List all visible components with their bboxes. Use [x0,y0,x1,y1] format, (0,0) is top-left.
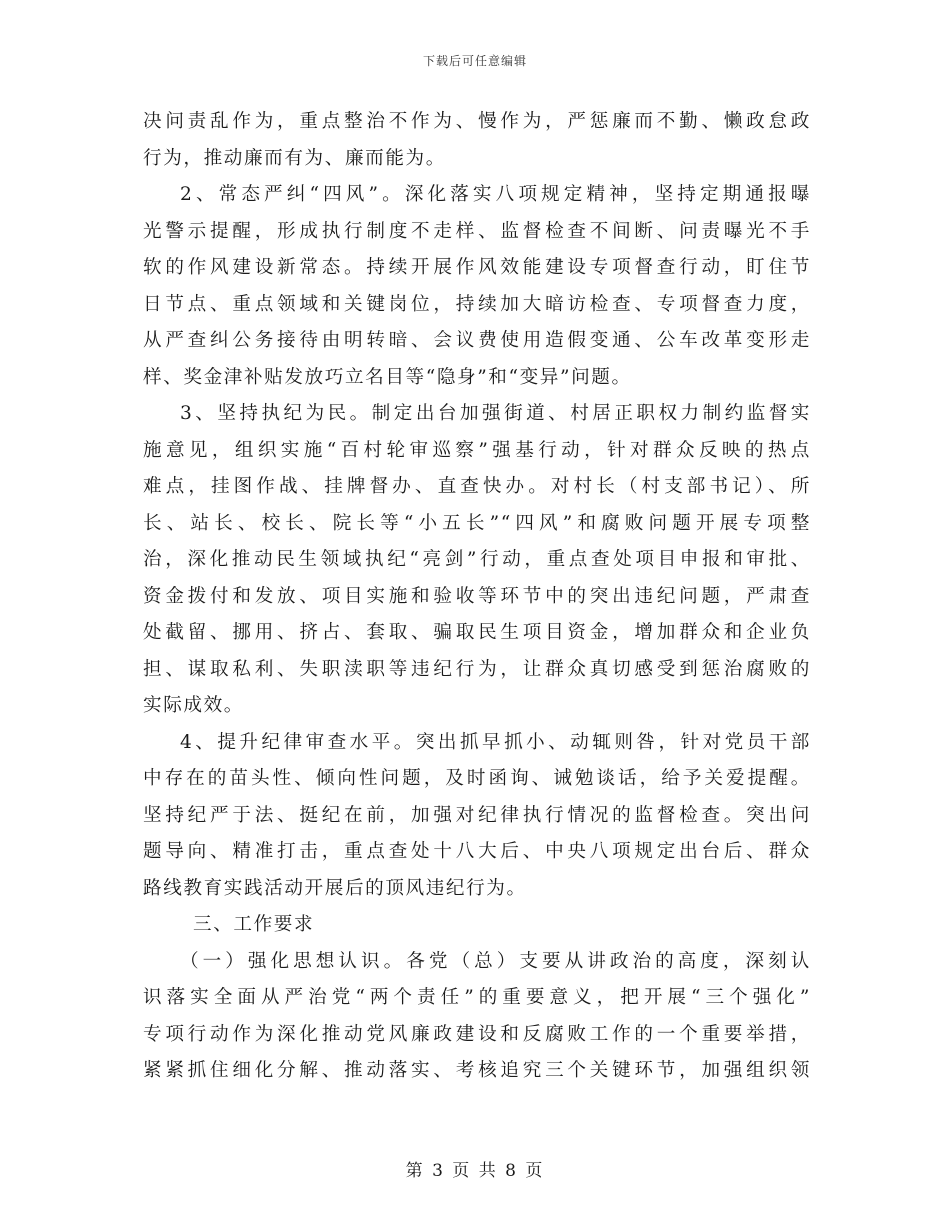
text-line: 施意见，组织实施“百村轮审巡察”强基行动，针对群众反映的热点 [143,439,811,461]
text-line: 长、站长、校长、院长等“小五长”“四风”和腐败问题开展专项整 [143,512,811,534]
page-number: 第 3 页 共 8 页 [405,1161,545,1181]
text-line: 治，深化推动民生领域执纪“亮剑”行动，重点查处项目申报和审批、 [143,549,811,570]
text-line: 难点，挂图作战、挂牌督办、直查快办。对村长（村支部书记）、所 [143,476,811,497]
text-line: （一）强化思想认识。各党（总）支要从讲政治的高度，深刻认 [180,950,811,972]
text-line: 专项行动作为深化推动党风廉政建设和反腐败工作的一个重要举措， [143,1023,811,1045]
header-note: 下载后可任意编辑 [422,54,527,68]
text-line: 2、常态严纠“四风”。深化落实八项规定精神，坚持定期通报曝 [180,184,811,205]
text-line: 紧紧抓住细化分解、推动落实、考核追究三个关键环节，加强组织领 [143,1060,811,1081]
text-line: 识落实全面从严治党“两个责任”的重要意义，把开展“三个强化” [143,987,811,1008]
text-line: 处截留、挪用、挤占、套取、骗取民生项目资金，增加群众和企业负 [143,622,811,643]
text-line: 实际成效。 [143,695,244,716]
text-line: 样、奖金津补贴发放巧立名目等“隐身”和“变异”问题。 [143,366,632,388]
text-line: 日节点、重点领域和关键岗位，持续加大暗访检查、专项督查力度， [143,293,811,315]
text-line: 4、提升纪律审查水平。突出抓早抓小、动辄则咎，针对党员干部 [180,731,811,753]
text-line: 坚持纪严于法、挺纪在前，加强对纪律执行情况的监督检查。突出问 [143,804,811,826]
text-line: 光警示提醒，形成执行制度不走样、监督检查不间断、问责曝光不手 [143,220,811,242]
text-line: 从严查纠公务接待由明转暗、会议费使用造假变通、公车改革变形走 [143,330,811,351]
text-line: 题导向、精准打击，重点查处十八大后、中央八项规定出台后、群众 [143,841,811,862]
text-line: 软的作风建设新常态。持续开展作风效能建设专项督查行动，盯住节 [143,257,811,278]
text-line: 中存在的苗头性、倾向性问题，及时函询、诫勉谈话，给予关爱提醒。 [143,768,811,789]
text-line: 3、坚持执纪为民。制定出台加强街道、村居正职权力制约监督实 [180,403,811,424]
text-line: 行为，推动廉而有为、廉而能为。 [143,147,446,169]
text-line: 路线教育实践活动开展后的顶风违纪行为。 [143,877,527,899]
text-line: 决问责乱作为，重点整治不作为、慢作为，严惩廉而不勤、懒政怠政 [143,111,811,132]
text-line: 资金拨付和发放、项目实施和验收等环节中的突出违纪问题，严肃查 [143,585,811,607]
section-heading: 三、工作要求 [193,914,315,935]
document-body [143,104,811,1090]
text-line: 担、谋取私利、失职渎职等违纪行为，让群众真切感受到惩治腐败的 [143,658,811,680]
